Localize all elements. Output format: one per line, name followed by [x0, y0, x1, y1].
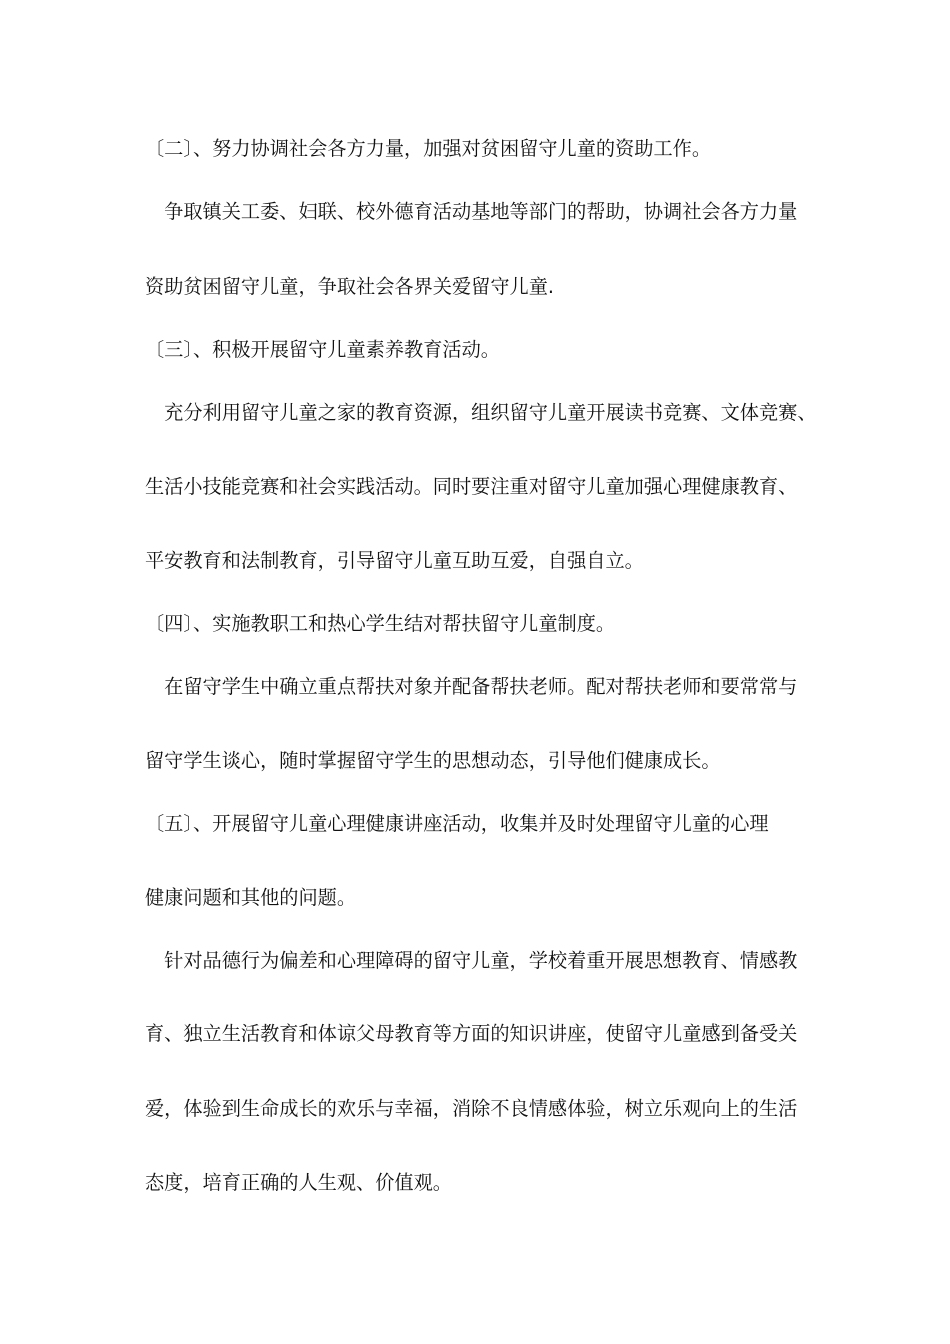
paragraph-line: 态度，培育正确的人生观、价值观。	[145, 1171, 452, 1194]
section-heading-5: 〔五〕、开展留守儿童心理健康讲座活动，收集并及时处理留守儿童的心理	[145, 812, 769, 835]
section-heading-3: 〔三〕、积极开展留守儿童素养教育活动。	[145, 338, 500, 361]
section-heading-4: 〔四〕、实施教职工和热心学生结对帮扶留守儿童制度。	[145, 612, 616, 635]
paragraph-line: 留守学生谈心，随时掌握留守学生的思想动态，引导他们健康成长。	[145, 749, 721, 772]
paragraph-line: 针对品德行为偏差和心理障碍的留守儿童，学校着重开展思想教育、情感教	[145, 949, 798, 972]
paragraph-line: 生活小技能竞赛和社会实践活动。同时要注重对留守儿童加强心理健康教育、	[145, 475, 798, 498]
paragraph-line: 爱，体验到生命成长的欢乐与幸福，消除不良情感体验，树立乐观向上的生活	[145, 1097, 798, 1120]
paragraph-line: 育、独立生活教育和体谅父母教育等方面的知识讲座，使留守儿童感到备受关	[145, 1022, 798, 1045]
section-heading-2: 〔二〕、努力协调社会各方力量，加强对贫困留守儿童的资助工作。	[145, 137, 712, 160]
paragraph-line: 平安教育和法制教育，引导留守儿童互助互爱，自强自立。	[145, 549, 644, 572]
paragraph-line: 在留守学生中确立重点帮扶对象并配备帮扶老师。配对帮扶老师和要常常与	[145, 675, 798, 698]
paragraph-line: 健康问题和其他的问题。	[145, 886, 357, 909]
paragraph-line: 争取镇关工委、妇联、校外德育活动基地等部门的帮助，协调社会各方力量	[145, 200, 798, 223]
paragraph-line: 资助贫困留守儿童，争取社会各界关爱留守儿童.	[145, 275, 555, 298]
paragraph-line: 充分利用留守儿童之家的教育资源，组织留守儿童开展读书竞赛、文体竞赛、	[145, 401, 817, 424]
